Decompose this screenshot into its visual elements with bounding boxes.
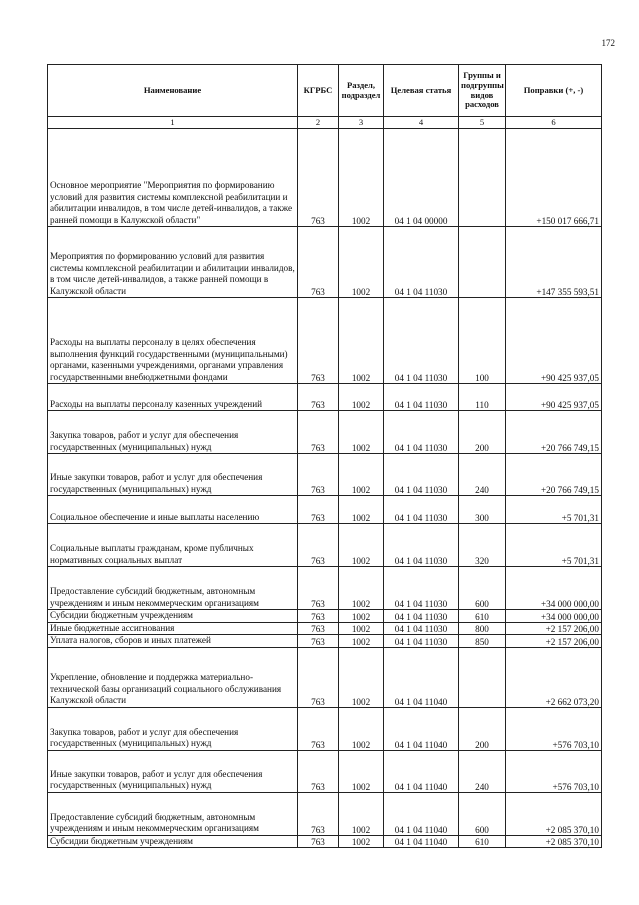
row-target: 04 1 04 11040 (384, 792, 459, 835)
row-kgrbs: 763 (298, 792, 339, 835)
row-target: 04 1 04 11030 (384, 567, 459, 610)
page-number: 172 (601, 38, 615, 48)
row-amount: +2 662 073,20 (506, 647, 602, 707)
budget-table (47, 64, 602, 848)
row-target: 04 1 04 11030 (384, 227, 459, 298)
row-kgrbs: 763 (298, 835, 339, 848)
table-row (48, 792, 602, 835)
row-amount: +2 157 206,00 (506, 635, 602, 648)
table-row (48, 635, 602, 648)
row-name: Социальные выплаты гражданам, кроме публичных нормативных социальных выплат (48, 524, 298, 567)
col-num: 5 (459, 117, 506, 129)
row-section: 1002 (339, 635, 384, 648)
row-amount: +5 701,31 (506, 496, 602, 524)
row-section: 1002 (339, 750, 384, 792)
row-group: 800 (459, 622, 506, 635)
table-row (48, 622, 602, 635)
row-target: 04 1 04 00000 (384, 129, 459, 227)
header-row (48, 65, 602, 117)
row-section: 1002 (339, 567, 384, 610)
row-name: Основное мероприятие "Мероприятия по формированию условий для развития системы комплексной реабилитации и абилитации инвалидов, в том числе детей-инвалидов, а также ранней помощи в Калужской области" (48, 129, 298, 227)
row-target: 04 1 04 11030 (384, 524, 459, 567)
row-kgrbs: 763 (298, 647, 339, 707)
row-group: 200 (459, 411, 506, 454)
row-section: 1002 (339, 454, 384, 496)
row-kgrbs: 763 (298, 622, 339, 635)
row-name: Предоставление субсидий бюджетным, автономным учреждениям и иным некоммерческим организациям (48, 567, 298, 610)
header-name: Наименование (48, 65, 298, 117)
header-amendments: Поправки (+, -) (506, 65, 602, 117)
row-amount: +90 425 937,05 (506, 298, 602, 384)
row-section: 1002 (339, 411, 384, 454)
row-amount: +2 085 370,10 (506, 835, 602, 848)
col-num: 6 (506, 117, 602, 129)
row-kgrbs: 763 (298, 411, 339, 454)
row-amount: +20 766 749,15 (506, 411, 602, 454)
row-name: Расходы на выплаты персоналу в целях обеспечения выполнения функций государственными (муниципальными) органами, казенными учреждениями, органами управления государственными внебюджетными фондами (48, 298, 298, 384)
row-amount: +34 000 000,00 (506, 567, 602, 610)
row-target: 04 1 04 11030 (384, 610, 459, 623)
table-row (48, 227, 602, 298)
row-kgrbs: 763 (298, 610, 339, 623)
row-kgrbs: 763 (298, 384, 339, 411)
row-kgrbs: 763 (298, 454, 339, 496)
row-group: 610 (459, 835, 506, 848)
row-amount: +2 157 206,00 (506, 622, 602, 635)
row-amount: +34 000 000,00 (506, 610, 602, 623)
row-section: 1002 (339, 129, 384, 227)
table-row (48, 129, 602, 227)
row-section: 1002 (339, 610, 384, 623)
column-numbers-row (48, 117, 602, 129)
row-name: Мероприятия по формированию условий для развития системы комплексной реабилитации и абилитации инвалидов, в том числе детей-инвалидов, а также ранней помощи в Калужской области (48, 227, 298, 298)
table-row (48, 647, 602, 707)
row-group: 240 (459, 454, 506, 496)
row-name: Иные закупки товаров, работ и услуг для обеспечения государственных (муниципальных) нужд (48, 454, 298, 496)
row-kgrbs: 763 (298, 635, 339, 648)
row-amount: +150 017 666,71 (506, 129, 602, 227)
row-section: 1002 (339, 384, 384, 411)
table-row (48, 567, 602, 610)
row-target: 04 1 04 11030 (384, 298, 459, 384)
row-section: 1002 (339, 622, 384, 635)
row-kgrbs: 763 (298, 750, 339, 792)
row-amount: +576 703,10 (506, 750, 602, 792)
row-kgrbs: 763 (298, 496, 339, 524)
row-group (459, 227, 506, 298)
row-amount: +147 355 593,51 (506, 227, 602, 298)
row-group: 320 (459, 524, 506, 567)
col-num: 2 (298, 117, 339, 129)
row-target: 04 1 04 11030 (384, 411, 459, 454)
row-amount: +5 701,31 (506, 524, 602, 567)
row-section: 1002 (339, 835, 384, 848)
row-group: 200 (459, 707, 506, 750)
row-group: 600 (459, 792, 506, 835)
row-group: 610 (459, 610, 506, 623)
table-row (48, 610, 602, 623)
row-kgrbs: 763 (298, 707, 339, 750)
row-name: Иные закупки товаров, работ и услуг для обеспечения государственных (муниципальных) нужд (48, 750, 298, 792)
row-name: Субсидии бюджетным учреждениям (48, 835, 298, 848)
row-section: 1002 (339, 707, 384, 750)
table-row (48, 411, 602, 454)
row-target: 04 1 04 11040 (384, 835, 459, 848)
row-section: 1002 (339, 647, 384, 707)
header-kgrbs: КГРБС (298, 65, 339, 117)
row-amount: +90 425 937,05 (506, 384, 602, 411)
col-num: 4 (384, 117, 459, 129)
row-target: 04 1 04 11040 (384, 647, 459, 707)
table-row (48, 454, 602, 496)
row-group: 110 (459, 384, 506, 411)
row-name: Социальное обеспечение и иные выплаты населению (48, 496, 298, 524)
row-target: 04 1 04 11030 (384, 454, 459, 496)
table-row (48, 835, 602, 848)
row-target: 04 1 04 11040 (384, 750, 459, 792)
row-name: Уплата налогов, сборов и иных платежей (48, 635, 298, 648)
table-row (48, 298, 602, 384)
row-name: Предоставление субсидий бюджетным, автономным учреждениям и иным некоммерческим организациям (48, 792, 298, 835)
table-row (48, 707, 602, 750)
table-row (48, 496, 602, 524)
row-group: 240 (459, 750, 506, 792)
col-num: 1 (48, 117, 298, 129)
row-group (459, 129, 506, 227)
header-section: Раздел, подраздел (339, 65, 384, 117)
row-name: Иные бюджетные ассигнования (48, 622, 298, 635)
row-target: 04 1 04 11040 (384, 707, 459, 750)
row-target: 04 1 04 11030 (384, 496, 459, 524)
table-row (48, 384, 602, 411)
table-row (48, 524, 602, 567)
row-kgrbs: 763 (298, 524, 339, 567)
row-section: 1002 (339, 524, 384, 567)
row-name: Укрепление, обновление и поддержка материально-технической базы организаций социального обслуживания Калужской области (48, 647, 298, 707)
row-amount: +20 766 749,15 (506, 454, 602, 496)
row-name: Расходы на выплаты персоналу казенных учреждений (48, 384, 298, 411)
row-kgrbs: 763 (298, 227, 339, 298)
row-kgrbs: 763 (298, 567, 339, 610)
row-name: Субсидии бюджетным учреждениям (48, 610, 298, 623)
col-num: 3 (339, 117, 384, 129)
row-group: 300 (459, 496, 506, 524)
row-name: Закупка товаров, работ и услуг для обеспечения государственных (муниципальных) нужд (48, 707, 298, 750)
row-group: 100 (459, 298, 506, 384)
row-target: 04 1 04 11030 (384, 622, 459, 635)
table-row (48, 750, 602, 792)
row-kgrbs: 763 (298, 129, 339, 227)
header-groups: Группы и подгруппы видов расходов (459, 65, 506, 117)
row-group: 850 (459, 635, 506, 648)
row-name: Закупка товаров, работ и услуг для обеспечения государственных (муниципальных) нужд (48, 411, 298, 454)
row-amount: +576 703,10 (506, 707, 602, 750)
row-group (459, 647, 506, 707)
row-section: 1002 (339, 298, 384, 384)
header-target: Целевая статья (384, 65, 459, 117)
row-section: 1002 (339, 227, 384, 298)
row-target: 04 1 04 11030 (384, 384, 459, 411)
row-group: 600 (459, 567, 506, 610)
row-target: 04 1 04 11030 (384, 635, 459, 648)
row-section: 1002 (339, 792, 384, 835)
row-section: 1002 (339, 496, 384, 524)
row-kgrbs: 763 (298, 298, 339, 384)
row-amount: +2 085 370,10 (506, 792, 602, 835)
